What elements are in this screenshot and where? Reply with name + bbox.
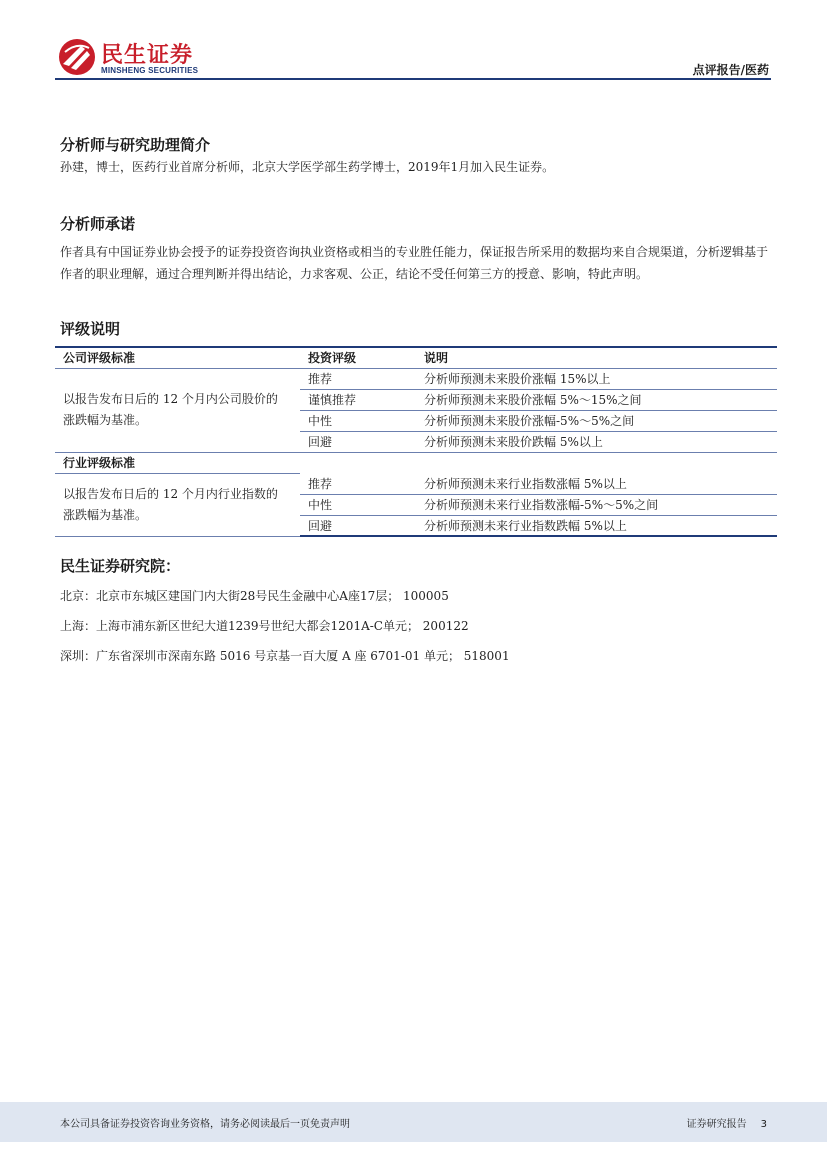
company-basis: 以报告发布日后的 12 个月内公司股价的涨跌幅为基准。 [55, 368, 300, 452]
footer-label: 证券研究报告 [686, 1119, 747, 1130]
rating-description: 分析师预测未来行业指数涨幅 5%以上 [416, 473, 777, 494]
rating-description: 分析师预测未来行业指数跌幅 5%以上 [416, 515, 777, 536]
rating-description: 分析师预测未来行业指数涨幅-5%～5%之间 [416, 494, 777, 515]
footer-right [673, 1115, 767, 1130]
company-standard-header: 公司评级标准 [55, 347, 300, 368]
rating-label: 谨慎推荐 [300, 389, 416, 410]
commitment-text: 作者具有中国证券业协会授予的证券投资咨询执业资格或相当的专业胜任能力，保证报告所采用的数据均来自合规渠道，分析逻辑基于作者的职业理解，通过合理判断并得出结论，力求客观、公正，结论不受任何第三方的授意、影响，特此声明。 [60, 245, 769, 281]
footer-disclaimer: 本公司具备证券投资咨询业务资格，请务必阅读最后一页免责声明 [60, 1119, 350, 1130]
logo-english-name: MINSHENG SECURITIES [101, 66, 199, 75]
address-shenzhen: 深圳：广东省深圳市深南东路 5016 号京基一百大厦 A 座 6701-01 单元； 518001 [60, 649, 510, 663]
address-beijing: 北京：北京市东城区建国门内大街28号民生金融中心A座17层； 100005 [60, 589, 449, 603]
industry-basis: 以报告发布日后的 12 个月内行业指数的涨跌幅为基准。 [55, 473, 300, 536]
minsheng-logo-icon [57, 38, 97, 76]
table-header-row [55, 347, 777, 368]
table-row [55, 368, 777, 389]
page-number: 3 [760, 1119, 767, 1130]
address-shanghai: 上海：上海市浦东新区世纪大道1239号世纪大都会1201A-C单元； 200122 [60, 619, 469, 633]
analyst-section-title: 分析师与研究助理简介 [60, 136, 211, 154]
analyst-bio: 孙建，博士，医药行业首席分析师，北京大学医学部生药学博士，2019年1月加入民生证券。 [60, 160, 555, 174]
rating-label: 中性 [300, 410, 416, 431]
header-divider [55, 78, 771, 80]
description-column-header: 说明 [416, 347, 777, 368]
rating-column-header: 投资评级 [300, 347, 416, 368]
rating-label: 推荐 [300, 473, 416, 494]
rating-label: 中性 [300, 494, 416, 515]
company-logo [55, 36, 215, 78]
rating-section-title: 评级说明 [60, 320, 121, 338]
rating-description: 分析师预测未来股价涨幅 15%以上 [416, 368, 777, 389]
commitment-section-title: 分析师承诺 [60, 215, 136, 233]
page-header [55, 36, 771, 82]
rating-label: 推荐 [300, 368, 416, 389]
rating-description: 分析师预测未来股价跌幅 5%以上 [416, 431, 777, 452]
report-type: 点评报告/医药 [692, 63, 769, 77]
rating-label: 回避 [300, 515, 416, 536]
logo-chinese-name: 民生证券 [101, 43, 194, 68]
rating-description: 分析师预测未来股价涨幅-5%～5%之间 [416, 410, 777, 431]
industry-header-spacer [300, 452, 777, 473]
table-row [55, 473, 777, 494]
rating-description: 分析师预测未来股价涨幅 5%～15%之间 [416, 389, 777, 410]
rating-table [55, 346, 777, 537]
rating-label: 回避 [300, 431, 416, 452]
industry-standard-header: 行业评级标准 [55, 452, 300, 473]
institute-section-title: 民生证券研究院： [60, 557, 181, 575]
industry-header-row [55, 452, 777, 473]
page-footer [0, 1102, 827, 1142]
